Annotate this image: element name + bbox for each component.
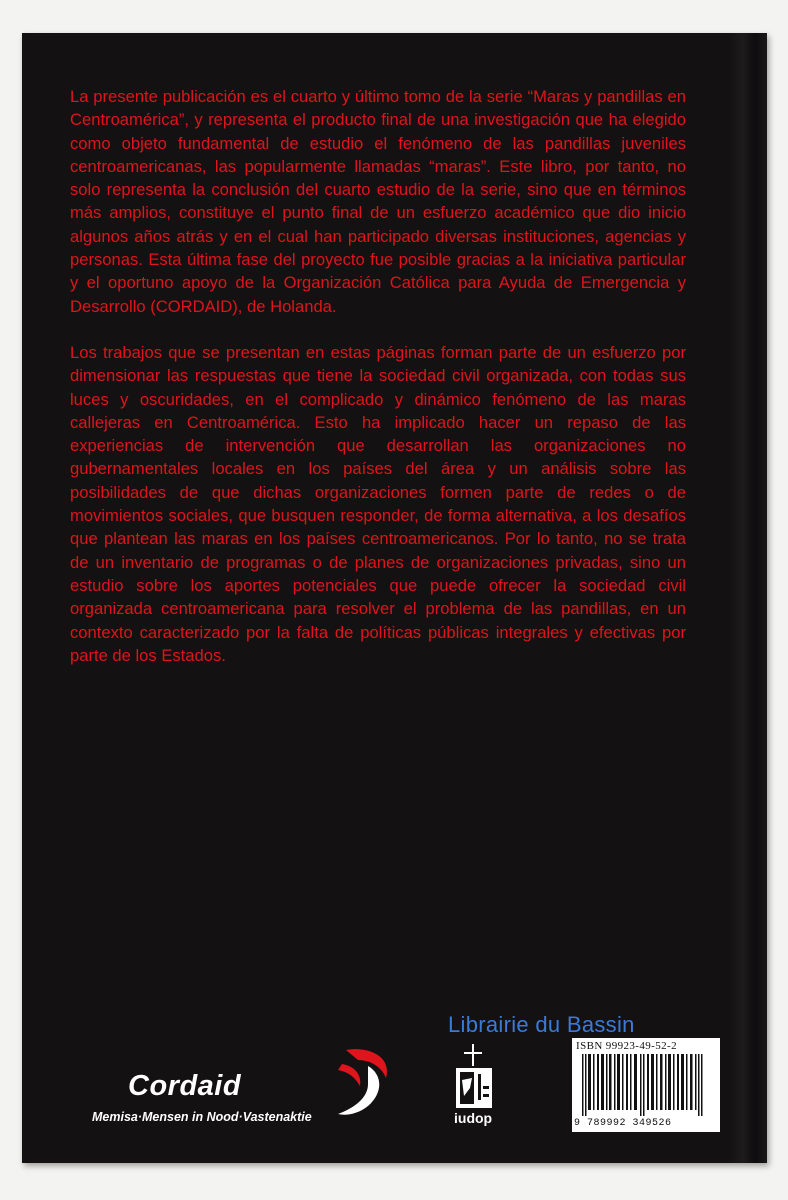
iudop-wordmark: iudop xyxy=(454,1110,493,1126)
iudop-logo-icon xyxy=(452,1044,496,1110)
cordaid-wordmark: Cordaid xyxy=(128,1070,242,1102)
watermark-text: Librairie du Bassin xyxy=(448,1012,635,1037)
blurb-text xyxy=(70,85,686,667)
cordaid-tagline: Memisa·Mensen in Nood·Vastenaktie xyxy=(92,1110,312,1124)
barcode-digits: 9 789992 349526 xyxy=(574,1118,672,1129)
barcode-bars-icon xyxy=(576,1054,716,1116)
barcode xyxy=(572,1038,720,1132)
blurb-paragraph-1: La presente publicación es el cuarto y último tomo de la serie “Maras y pandillas en Centroamérica”, y representa el producto final de una investigación que ha elegido como objeto fundamental de estudio el fenómeno de las pandillas juveniles centroamericanas, las popularmente llamadas “maras”. Este libro, por tanto, no solo representa la conclusión del cuarto estudio de la serie, sino que en términos más amplios, constituye el punto final de un esfuerzo académico que dio inicio algunos años atrás y en el cual han participado diversas instituciones, agencias y personas. Esta última fase del proyecto fue posible gracias a la iniciativa particular y el oportuno apoyo de la Organización Católica para Ayuda de Emergencia y Desarrollo (CORDAID), de Holanda. xyxy=(70,87,686,316)
book-back-cover xyxy=(22,33,767,1163)
book-edge xyxy=(727,33,767,1163)
blurb-paragraph-2: Los trabajos que se presentan en estas páginas forman parte de un esfuerzo por dimensionar las respuestas que tiene la sociedad civil organizada, con todas sus luces y oscuridades, en el complicado y dinámico fenómeno de las maras callejeras en Centroamérica. Esto ha implicado hacer un repaso de las experiencias de intervención que desarrollan las organizaciones no gubernamentales locales en los países del área y un análisis sobre las posibilidades de que dichas organizaciones formen parte de redes o de movimientos sociales, que busquen responder, de forma alternativa, a los desafíos que plantean las maras en los países centroamericanos. Por lo tanto, no se trata de un inventario de programas o de planes de organizaciones privadas, sino un estudio sobre los aportes potenciales que puede ofrecer la sociedad civil organizada centroamericana para resolver el problema de las pandillas, en un contexto caracterizado por la falta de políticas públicas integrales y efectivas por parte de los Estados. xyxy=(70,342,686,665)
isbn-number: ISBN 99923-49-52-2 xyxy=(576,1040,678,1052)
